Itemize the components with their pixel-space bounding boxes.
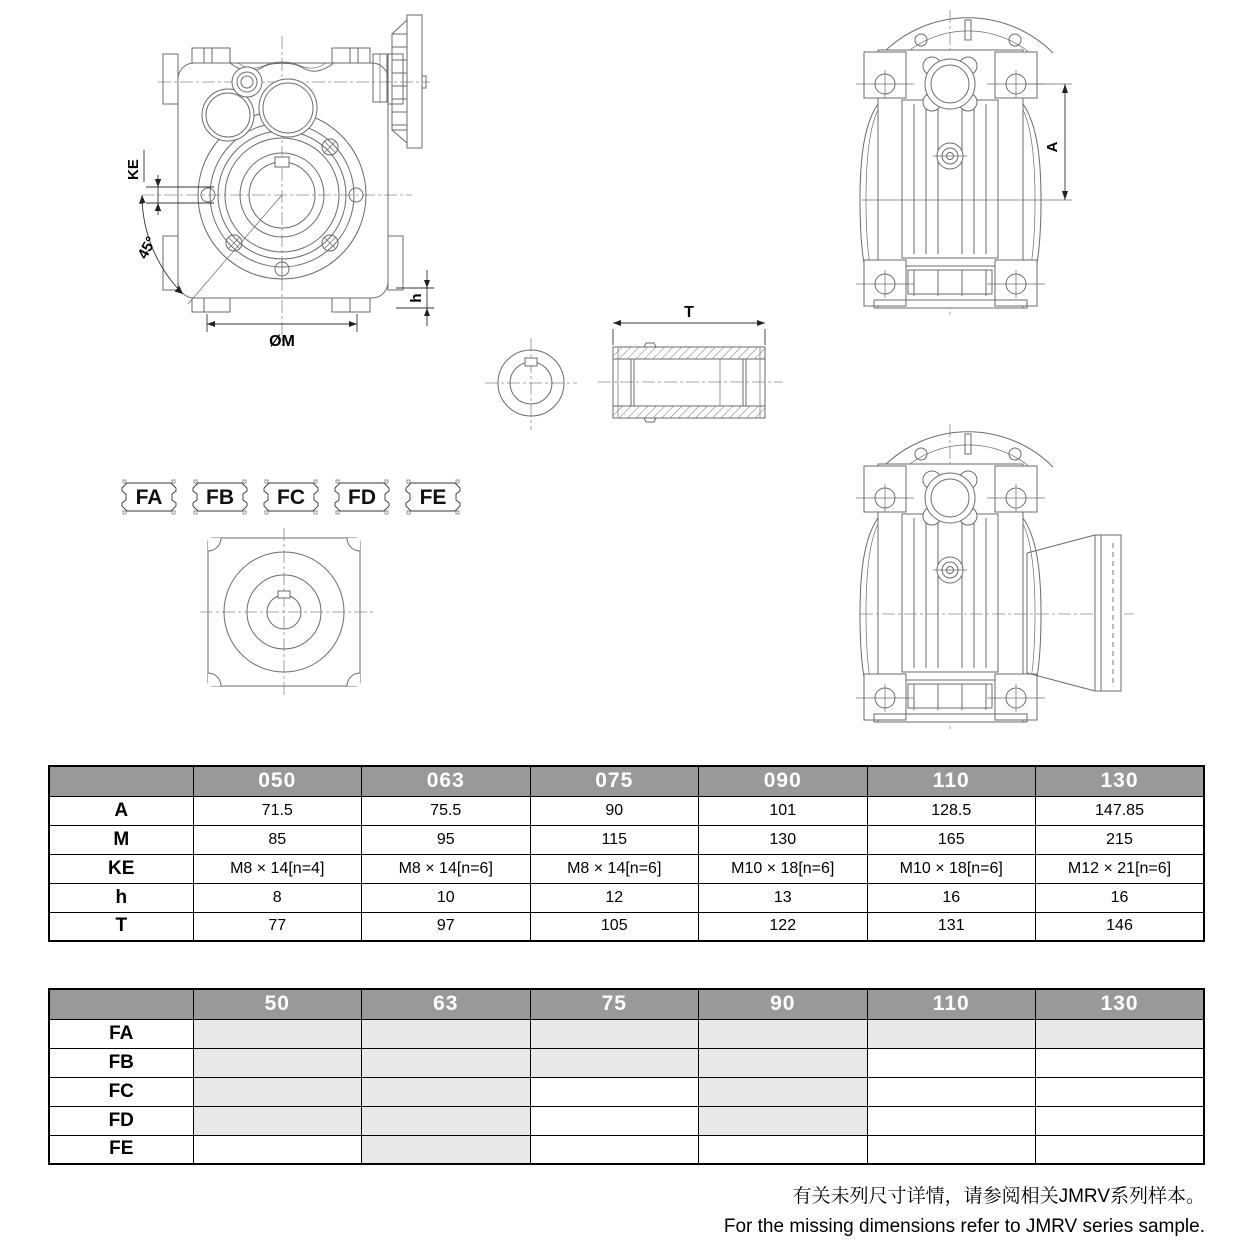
dim-value: 12 — [530, 883, 699, 912]
ke-dimension-label: KE — [125, 159, 142, 180]
availability-cell — [1036, 1106, 1205, 1135]
dim-value: 147.85 — [1036, 796, 1205, 825]
availability-cell — [362, 1077, 531, 1106]
footer-note-en: For the missing dimensions refer to JMRV series sample. — [723, 1216, 1205, 1237]
dim-table-header-row — [49, 766, 1204, 796]
flange-options-table — [48, 988, 1205, 1165]
availability-cell — [193, 1106, 362, 1135]
keyway-slot — [275, 157, 289, 167]
dim-value: 101 — [699, 796, 868, 825]
availability-cell — [530, 1106, 699, 1135]
dim-value: 16 — [1036, 883, 1205, 912]
gearbox-side-view-with-flange — [848, 436, 1138, 736]
dim-row-label: T — [49, 912, 193, 941]
dim-value: 90 — [530, 796, 699, 825]
t-dimension — [613, 304, 765, 345]
availability-cell — [193, 1077, 362, 1106]
dim-value: 16 — [867, 883, 1036, 912]
flange-row-label: FD — [49, 1106, 193, 1135]
dim-row-h — [49, 883, 1204, 912]
flange-row-fa — [49, 1019, 1204, 1048]
size-header-50: 50 — [193, 989, 362, 1019]
h-dimension — [396, 270, 434, 326]
availability-cell — [1036, 1019, 1205, 1048]
dim-value: M12 × 21[n=6] — [1036, 854, 1205, 883]
gearbox-side-view-drawing — [848, 8, 1138, 320]
dim-row-label: h — [49, 883, 193, 912]
footer-note-zh: 有关未列尺寸详情，请参阅相关JMRV系列样本。 — [792, 1186, 1205, 1207]
availability-cell — [699, 1135, 868, 1164]
availability-cell — [699, 1106, 868, 1135]
availability-cell — [699, 1048, 868, 1077]
h-dimension-label: h — [408, 293, 425, 303]
dim-value: 130 — [699, 825, 868, 854]
availability-cell — [867, 1019, 1036, 1048]
dim-value: 131 — [867, 912, 1036, 941]
availability-cell — [1036, 1048, 1205, 1077]
flange-badge-fc-label: FC — [277, 486, 305, 509]
availability-cell — [867, 1135, 1036, 1164]
dim-row-m — [49, 825, 1204, 854]
ke-dimension — [125, 150, 214, 215]
dim-value: 10 — [362, 883, 531, 912]
availability-cell — [362, 1019, 531, 1048]
flange-table-header-row — [49, 989, 1204, 1019]
flange-badge-fa — [118, 479, 180, 515]
dim-value: M8 × 14[n=4] — [193, 854, 362, 883]
availability-cell — [362, 1106, 531, 1135]
dim-row-label: KE — [49, 854, 193, 883]
dim-value: 97 — [362, 912, 531, 941]
dim-value: M8 × 14[n=6] — [362, 854, 531, 883]
dim-value: 105 — [530, 912, 699, 941]
size-header-63: 63 — [362, 989, 531, 1019]
flange-row-fc — [49, 1077, 1204, 1106]
flange-badge-fd — [331, 479, 393, 515]
t-dimension-label: T — [684, 304, 694, 321]
flange-face-view — [198, 526, 378, 701]
dim-value: 165 — [867, 825, 1036, 854]
sleeve-body — [613, 343, 765, 422]
dim-row-label: A — [49, 796, 193, 825]
size-header-130: 130 — [1036, 989, 1205, 1019]
dim-row-ke — [49, 854, 1204, 883]
flange-badge-fe — [402, 479, 464, 515]
dim-value: M10 × 18[n=6] — [867, 854, 1036, 883]
availability-cell — [699, 1077, 868, 1106]
flange-row-label: FC — [49, 1077, 193, 1106]
dim-value: 128.5 — [867, 796, 1036, 825]
dim-value: 122 — [699, 912, 868, 941]
dim-row-a — [49, 796, 1204, 825]
corner-cell — [49, 989, 193, 1019]
availability-cell — [530, 1077, 699, 1106]
availability-cell — [193, 1048, 362, 1077]
size-header-75: 75 — [530, 989, 699, 1019]
gearbox-side-body — [856, 424, 1053, 730]
size-header-050: 050 — [193, 766, 362, 796]
availability-cell — [1036, 1077, 1205, 1106]
dimensions-table — [48, 765, 1205, 942]
flange-row-label: FE — [49, 1135, 193, 1164]
availability-cell — [867, 1077, 1036, 1106]
dim-value: 95 — [362, 825, 531, 854]
dim-value: 215 — [1036, 825, 1205, 854]
flange-badge-fd-label: FD — [348, 486, 376, 509]
availability-cell — [867, 1106, 1036, 1135]
availability-cell — [362, 1048, 531, 1077]
flange-badge-fa-label: FA — [135, 486, 163, 509]
size-header-110: 110 — [867, 766, 1036, 796]
size-header-90: 90 — [699, 989, 868, 1019]
availability-cell — [530, 1135, 699, 1164]
dim-value: 85 — [193, 825, 362, 854]
hollow-shaft-end-view — [485, 338, 577, 430]
dim-value: 75.5 — [362, 796, 531, 825]
flange-badge-fb-label: FB — [206, 486, 234, 509]
size-header-130: 130 — [1036, 766, 1205, 796]
size-header-110: 110 — [867, 989, 1036, 1019]
availability-cell — [362, 1135, 531, 1164]
input-flange-plate — [373, 15, 426, 148]
availability-cell — [530, 1019, 699, 1048]
size-header-063: 063 — [362, 766, 531, 796]
flange-row-label: FB — [49, 1048, 193, 1077]
dim-value: 8 — [193, 883, 362, 912]
diameter-m-label: ØM — [269, 333, 295, 350]
input-gear-circles — [202, 67, 317, 141]
availability-cell — [193, 1019, 362, 1048]
flange-badge-fb — [189, 479, 251, 515]
availability-cell — [193, 1135, 362, 1164]
dim-row-t — [49, 912, 1204, 941]
dim-value: 115 — [530, 825, 699, 854]
dim-value: 146 — [1036, 912, 1205, 941]
flange-badge-fe-label: FE — [419, 486, 447, 509]
angle-dimension-label: 45° — [134, 233, 161, 262]
keyway-slot — [525, 358, 537, 366]
hollow-shaft-section-view — [598, 303, 783, 425]
corner-cell — [49, 766, 193, 796]
dim-value: M10 × 18[n=6] — [699, 854, 868, 883]
size-header-075: 075 — [530, 766, 699, 796]
flange-row-fe — [49, 1135, 1204, 1164]
a-dimension-label: A — [1044, 141, 1061, 153]
gearbox-side-body — [856, 10, 1053, 316]
flange-row-fd — [49, 1106, 1204, 1135]
availability-cell — [530, 1048, 699, 1077]
size-header-090: 090 — [699, 766, 868, 796]
availability-cell — [699, 1019, 868, 1048]
flange-variant-badges — [118, 479, 464, 515]
dim-value: 71.5 — [193, 796, 362, 825]
availability-cell — [1036, 1135, 1205, 1164]
dim-row-label: M — [49, 825, 193, 854]
dim-value: M8 × 14[n=6] — [530, 854, 699, 883]
flange-row-label: FA — [49, 1019, 193, 1048]
flange-badge-fc — [260, 479, 322, 515]
footer-notes — [724, 1182, 1205, 1242]
availability-cell — [867, 1048, 1036, 1077]
keyway-slot — [278, 591, 290, 598]
gearbox-front-view-drawing — [100, 8, 470, 353]
dim-value: 13 — [699, 883, 868, 912]
dim-value: 77 — [193, 912, 362, 941]
flange-row-fb — [49, 1048, 1204, 1077]
